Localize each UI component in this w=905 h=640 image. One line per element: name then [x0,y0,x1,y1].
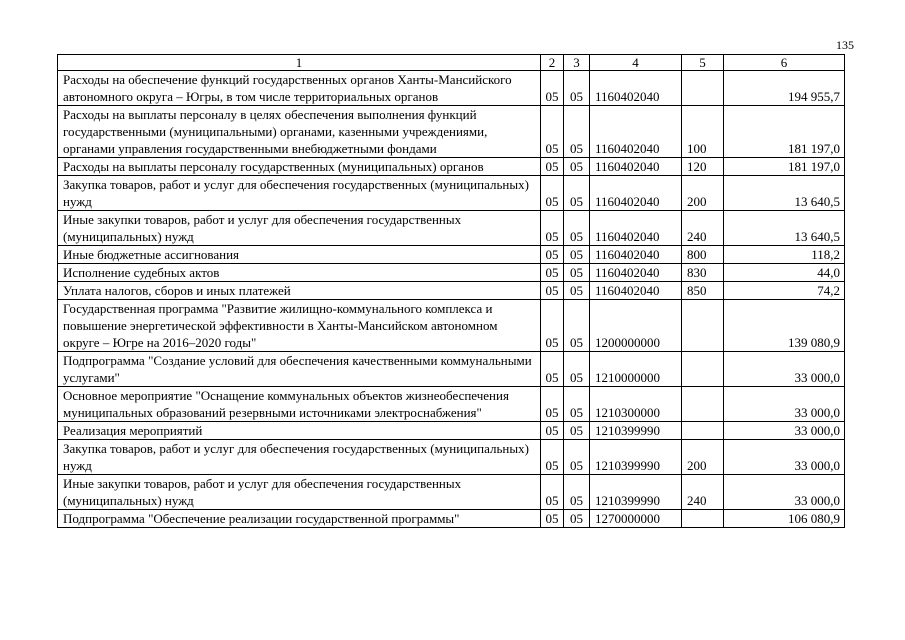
section-code: 05 [541,422,564,440]
subsection-code: 05 [564,158,590,176]
section-code: 05 [541,106,564,158]
section-code: 05 [541,440,564,475]
expense-name: Уплата налогов, сборов и иных платежей [58,282,541,300]
amount: 13 640,5 [724,211,845,246]
subsection-code: 05 [564,422,590,440]
expense-name: Иные закупки товаров, работ и услуг для обеспечения государственных (муниципальных) нужд [58,211,541,246]
expense-type-code: 240 [682,211,724,246]
section-code: 05 [541,158,564,176]
target-article-code: 1210399990 [590,475,682,510]
column-header-6: 6 [724,55,845,71]
table-row [58,440,845,475]
column-header-5: 5 [682,55,724,71]
subsection-code: 05 [564,211,590,246]
expense-type-code [682,387,724,422]
subsection-code: 05 [564,246,590,264]
target-article-code: 1210399990 [590,440,682,475]
expense-name: Подпрограмма "Обеспечение реализации государственной программы" [58,510,541,528]
budget-table [57,54,845,528]
target-article-code: 1210000000 [590,352,682,387]
subsection-code: 05 [564,387,590,422]
section-code: 05 [541,282,564,300]
table-row [58,71,845,106]
expense-name: Закупка товаров, работ и услуг для обеспечения государственных (муниципальных) нужд [58,176,541,211]
amount: 13 640,5 [724,176,845,211]
section-code: 05 [541,352,564,387]
section-code: 05 [541,510,564,528]
amount: 181 197,0 [724,106,845,158]
subsection-code: 05 [564,106,590,158]
amount: 106 080,9 [724,510,845,528]
table-row [58,264,845,282]
subsection-code: 05 [564,440,590,475]
table-row [58,352,845,387]
expense-type-code: 200 [682,176,724,211]
subsection-code: 05 [564,300,590,352]
subsection-code: 05 [564,475,590,510]
amount: 118,2 [724,246,845,264]
table-row [58,475,845,510]
section-code: 05 [541,300,564,352]
expense-type-code: 800 [682,246,724,264]
expense-name: Подпрограмма "Создание условий для обеспечения качественными коммунальными услугами" [58,352,541,387]
expense-name: Основное мероприятие "Оснащение коммунальных объектов жизнеобеспечения муниципальных образований резервными источниками электроснабжения" [58,387,541,422]
amount: 181 197,0 [724,158,845,176]
expense-name: Закупка товаров, работ и услуг для обеспечения государственных (муниципальных) нужд [58,440,541,475]
target-article-code: 1160402040 [590,106,682,158]
expense-type-code: 240 [682,475,724,510]
expense-type-code [682,352,724,387]
table-row [58,176,845,211]
section-code: 05 [541,246,564,264]
amount: 33 000,0 [724,422,845,440]
amount: 44,0 [724,264,845,282]
section-code: 05 [541,71,564,106]
target-article-code: 1200000000 [590,300,682,352]
table-row [58,246,845,264]
expense-name: Государственная программа "Развитие жилищно-коммунального комплекса и повышение энергетической эффективности в Ханты-Мансийском автономном округе – Югре на 2016–2020 годы" [58,300,541,352]
expense-type-code: 100 [682,106,724,158]
amount: 194 955,7 [724,71,845,106]
target-article-code: 1210300000 [590,387,682,422]
amount: 33 000,0 [724,387,845,422]
section-code: 05 [541,475,564,510]
amount: 33 000,0 [724,475,845,510]
expense-type-code: 200 [682,440,724,475]
target-article-code: 1270000000 [590,510,682,528]
target-article-code: 1160402040 [590,158,682,176]
expense-name: Исполнение судебных актов [58,264,541,282]
target-article-code: 1160402040 [590,71,682,106]
expense-type-code: 850 [682,282,724,300]
subsection-code: 05 [564,352,590,387]
expense-name: Иные бюджетные ассигнования [58,246,541,264]
subsection-code: 05 [564,282,590,300]
table-body [58,71,845,528]
expense-name: Расходы на выплаты персоналу государственных (муниципальных) органов [58,158,541,176]
subsection-code: 05 [564,176,590,211]
column-header-4: 4 [590,55,682,71]
expense-type-code [682,510,724,528]
column-header-1: 1 [58,55,541,71]
subsection-code: 05 [564,264,590,282]
table-row [58,300,845,352]
amount: 33 000,0 [724,440,845,475]
target-article-code: 1210399990 [590,422,682,440]
expense-name: Расходы на выплаты персоналу в целях обеспечения выполнения функций государственными (муниципальными) органами, казенными учреждениями, органами управления государственными внебюджетными фондами [58,106,541,158]
expense-type-code: 830 [682,264,724,282]
amount: 74,2 [724,282,845,300]
header-row [58,55,845,71]
target-article-code: 1160402040 [590,282,682,300]
table-row [58,211,845,246]
section-code: 05 [541,176,564,211]
subsection-code: 05 [564,510,590,528]
table-header [58,55,845,71]
target-article-code: 1160402040 [590,176,682,211]
table-row [58,387,845,422]
expense-name: Расходы на обеспечение функций государственных органов Ханты-Мансийского автономного округа – Югры, в том числе территориальных органов [58,71,541,106]
expense-type-code [682,422,724,440]
table-row [58,510,845,528]
section-code: 05 [541,387,564,422]
section-code: 05 [541,211,564,246]
table-row [58,106,845,158]
target-article-code: 1160402040 [590,211,682,246]
column-header-2: 2 [541,55,564,71]
page-number: 135 [836,38,854,52]
expense-name: Реализация мероприятий [58,422,541,440]
target-article-code: 1160402040 [590,264,682,282]
subsection-code: 05 [564,71,590,106]
expense-type-code [682,71,724,106]
expense-type-code [682,300,724,352]
column-header-3: 3 [564,55,590,71]
table-row [58,282,845,300]
amount: 139 080,9 [724,300,845,352]
table-row [58,158,845,176]
table-row [58,422,845,440]
target-article-code: 1160402040 [590,246,682,264]
section-code: 05 [541,264,564,282]
expense-type-code: 120 [682,158,724,176]
amount: 33 000,0 [724,352,845,387]
expense-name: Иные закупки товаров, работ и услуг для обеспечения государственных (муниципальных) нужд [58,475,541,510]
